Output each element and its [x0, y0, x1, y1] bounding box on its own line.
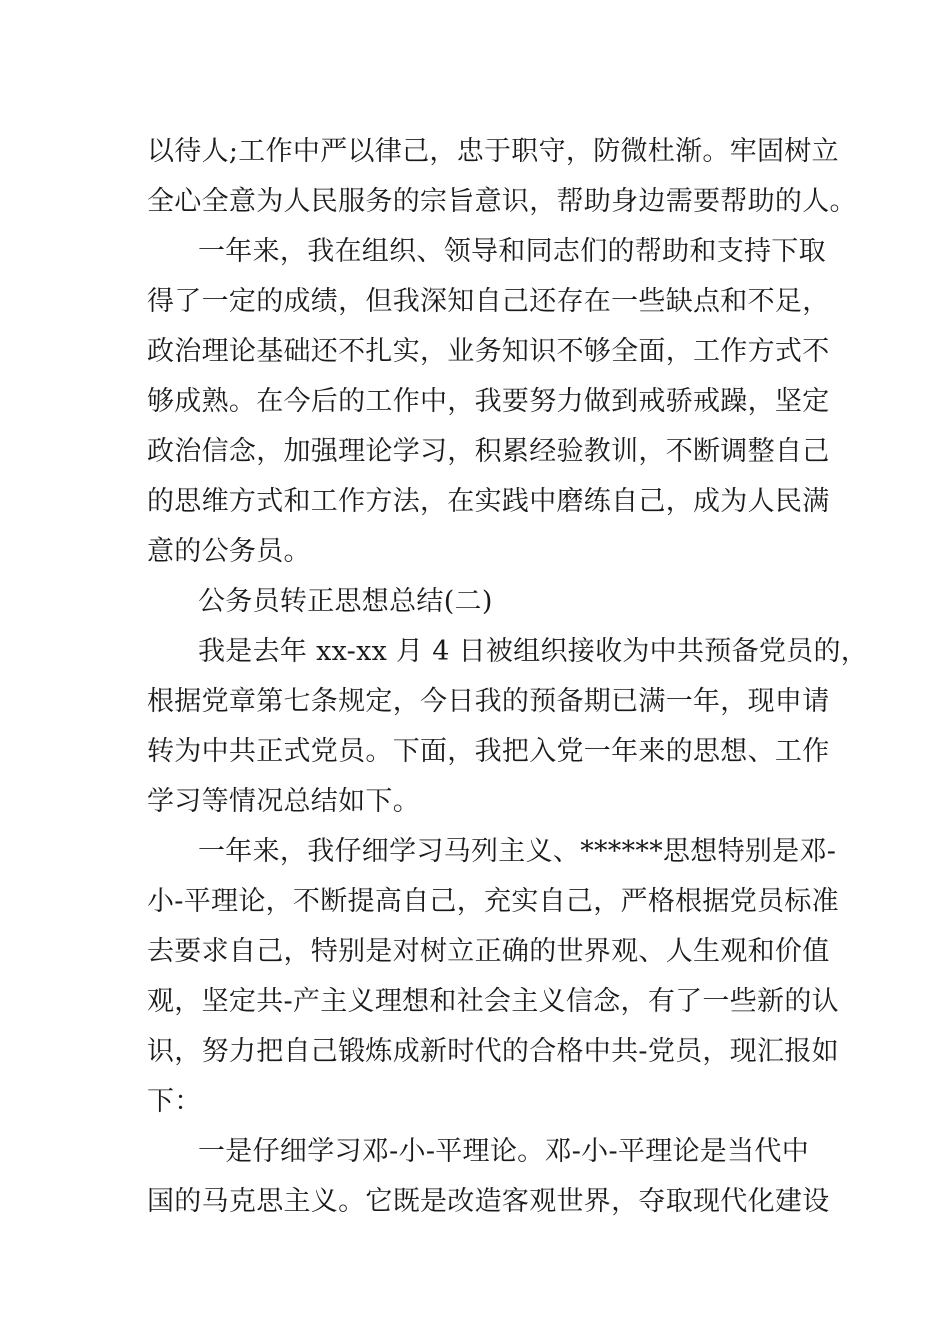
paragraph-start-line: 一是仔细学习邓-小-平理论。邓-小-平理论是当代中	[198, 1136, 809, 1167]
text-line: 政治理论基础还不扎实，业务知识不够全面，工作方式不	[147, 336, 830, 367]
text-line: 观，坚定共-产主义理想和社会主义信念，有了一些新的认	[147, 986, 839, 1017]
text-line: 去要求自己，特别是对树立正确的世界观、人生观和价值	[147, 936, 830, 967]
text-line: 学习等情况总结如下。	[147, 786, 420, 817]
text-line: 转为中共正式党员。下面，我把入党一年来的思想、工作	[147, 736, 830, 767]
text-line: 全心全意为人民服务的宗旨意识，帮助身边需要帮助的人。	[147, 186, 857, 217]
paragraph-start-line: 我是去年 xx-xx 月 4 日被组织接收为中共预备党员的，	[198, 636, 869, 667]
text-line: 小-平理论，不断提高自己，充实自己，严格根据党员标准	[147, 886, 839, 917]
text-line: 意的公务员。	[147, 536, 311, 567]
text-line: 识，努力把自己锻炼成新时代的合格中共-党员，现汇报如	[147, 1036, 839, 1067]
text-line: 国的马克思主义。它既是改造客观世界，夺取现代化建设	[147, 1186, 830, 1217]
paragraph-start-line: 一年来，我仔细学习马列主义、******思想特别是邓-	[198, 836, 837, 867]
text-line: 下：	[147, 1086, 202, 1117]
paragraph-start-line: 一年来，我在组织、领导和同志们的帮助和支持下取	[198, 236, 826, 267]
text-line: 得了一定的成绩，但我深知自己还存在一些缺点和不足，	[147, 286, 830, 317]
text-line: 够成熟。在今后的工作中，我要努力做到戒骄戒躁，坚定	[147, 386, 830, 417]
text-line: 的思维方式和工作方法，在实践中磨练自己，成为人民满	[147, 486, 830, 517]
text-line: 以待人;工作中严以律己，忠于职守，防微杜渐。牢固树立	[147, 136, 839, 167]
text-line: 政治信念，加强理论学习，积累经验教训，不断调整自己	[147, 436, 830, 467]
section-heading: 公务员转正思想总结(二)	[198, 586, 493, 617]
text-line: 根据党章第七条规定，今日我的预备期已满一年，现申请	[147, 686, 830, 717]
